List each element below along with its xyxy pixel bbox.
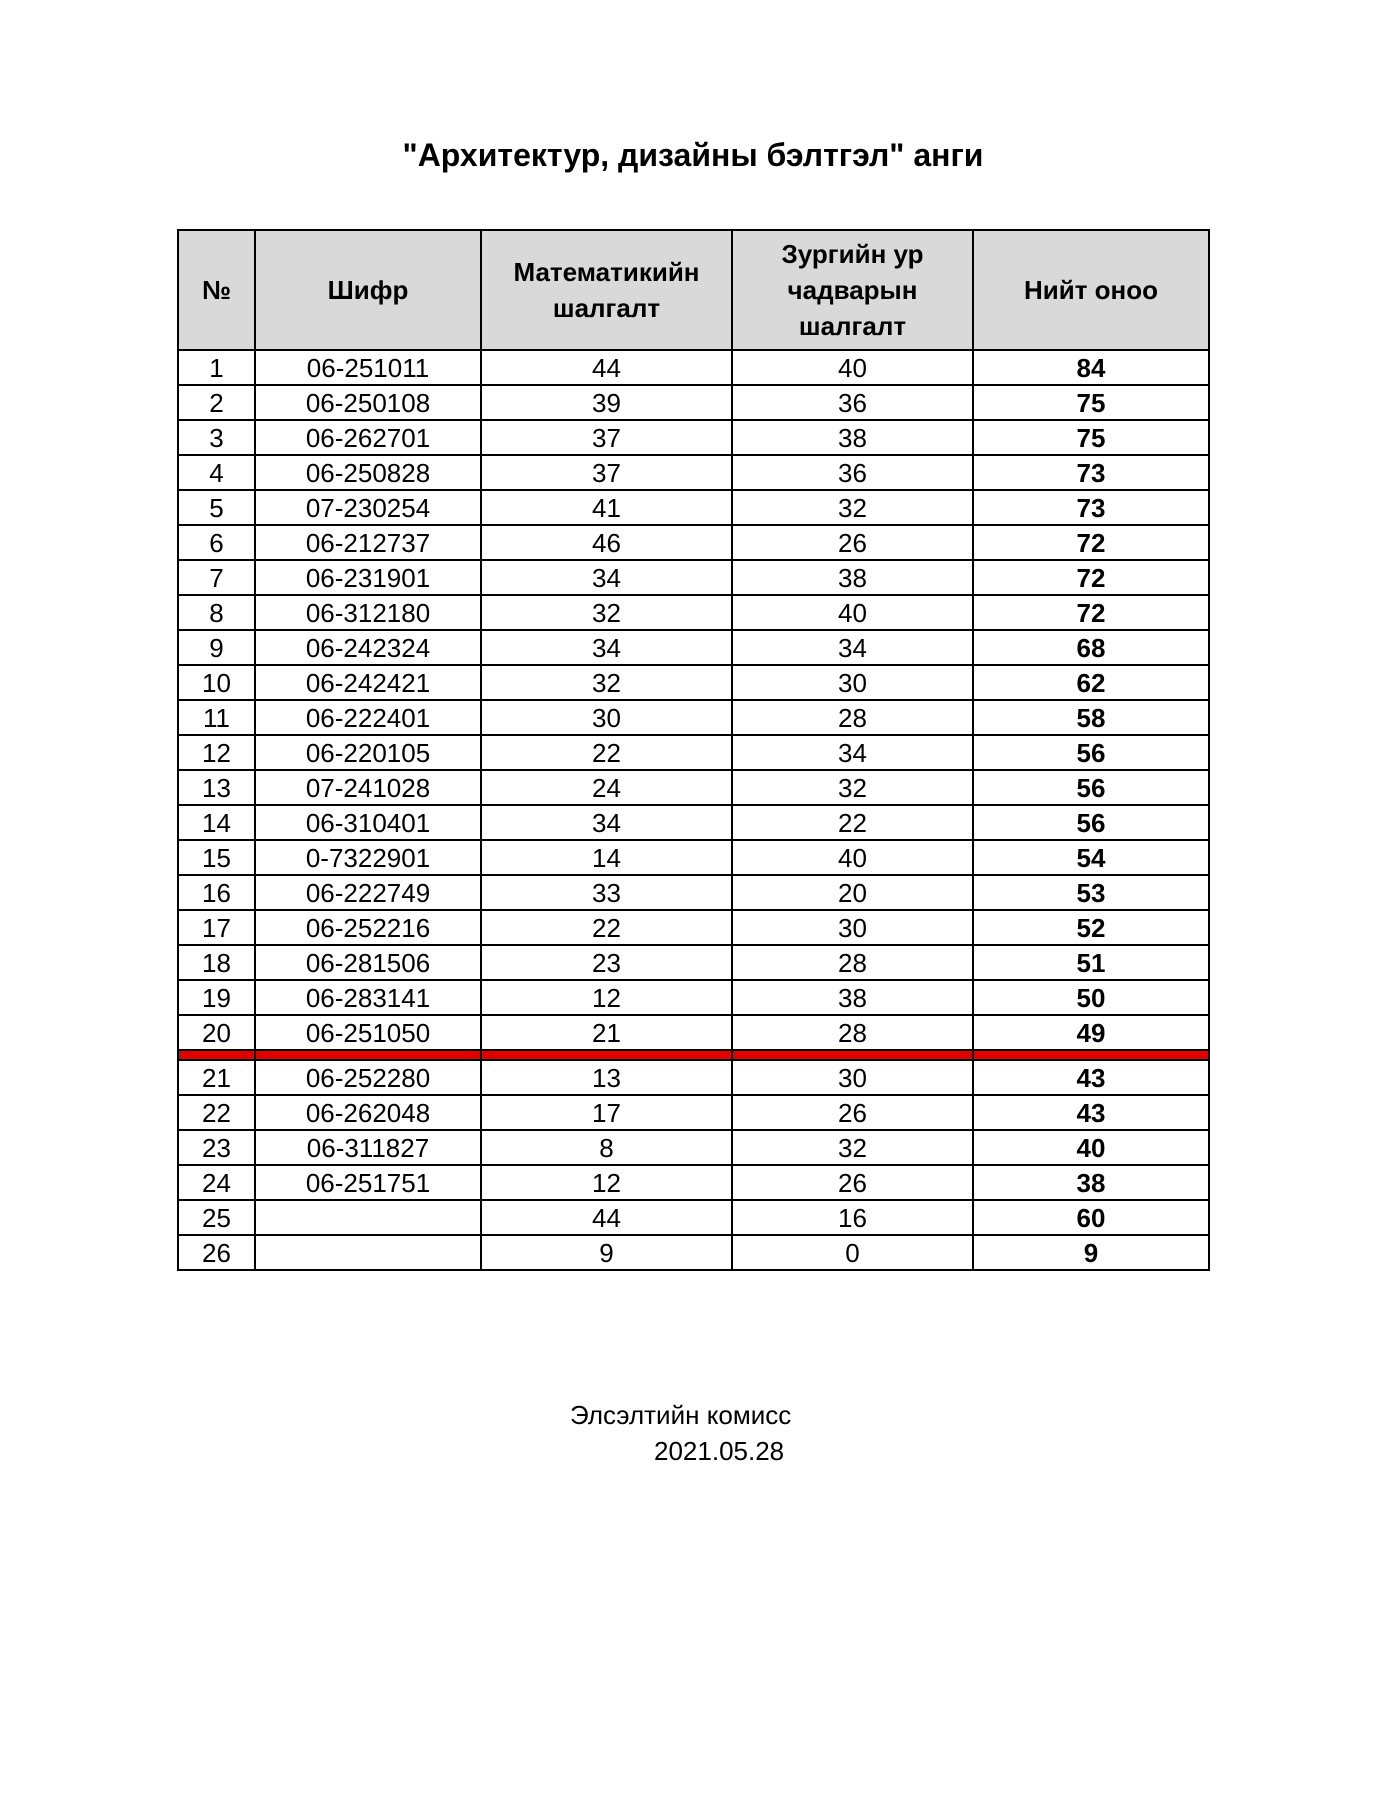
cell-no: 20 [178, 1015, 255, 1050]
cell-drawing-score: 28 [732, 1015, 973, 1050]
table-row [178, 910, 1209, 945]
cutoff-line-cell [481, 1050, 732, 1060]
cell-math-score: 17 [481, 1095, 732, 1130]
table-row [178, 805, 1209, 840]
cutoff-line-cell [973, 1050, 1209, 1060]
table-row [178, 735, 1209, 770]
cell-cipher: 06-250108 [255, 385, 481, 420]
cell-no: 4 [178, 455, 255, 490]
cell-cipher: 06-251050 [255, 1015, 481, 1050]
table-row [178, 840, 1209, 875]
cell-cipher: 07-241028 [255, 770, 481, 805]
cell-total-score: 50 [973, 980, 1209, 1015]
cell-no: 10 [178, 665, 255, 700]
cell-no: 23 [178, 1130, 255, 1165]
cell-cipher: 06-283141 [255, 980, 481, 1015]
cell-total-score: 73 [973, 490, 1209, 525]
cell-no: 1 [178, 350, 255, 385]
cell-cipher: 06-262701 [255, 420, 481, 455]
cutoff-line-cell [255, 1050, 481, 1060]
cell-total-score: 43 [973, 1060, 1209, 1095]
cell-no: 11 [178, 700, 255, 735]
cell-math-score: 9 [481, 1235, 732, 1270]
cell-math-score: 34 [481, 630, 732, 665]
cell-math-score: 46 [481, 525, 732, 560]
cell-no: 15 [178, 840, 255, 875]
cell-no: 26 [178, 1235, 255, 1270]
cell-drawing-score: 32 [732, 490, 973, 525]
cell-total-score: 60 [973, 1200, 1209, 1235]
cell-total-score: 73 [973, 455, 1209, 490]
cell-no: 5 [178, 490, 255, 525]
header-drawing-exam: Зургийн ур чадварын шалгалт [732, 230, 973, 350]
table-row [178, 980, 1209, 1015]
cell-math-score: 41 [481, 490, 732, 525]
cutoff-line-cell [732, 1050, 973, 1060]
document-title: "Архитектур, дизайны бэлтгэл" анги [402, 137, 984, 173]
table-row [178, 630, 1209, 665]
cell-cipher [255, 1235, 481, 1270]
table-row [178, 350, 1209, 385]
table-row [178, 700, 1209, 735]
table-row [178, 1165, 1209, 1200]
cell-total-score: 49 [973, 1015, 1209, 1050]
cell-math-score: 30 [481, 700, 732, 735]
table-row [178, 560, 1209, 595]
results-table [177, 229, 1210, 1271]
cell-no: 9 [178, 630, 255, 665]
cell-math-score: 22 [481, 735, 732, 770]
cell-cipher: 06-310401 [255, 805, 481, 840]
cell-no: 22 [178, 1095, 255, 1130]
cell-total-score: 51 [973, 945, 1209, 980]
cell-total-score: 53 [973, 875, 1209, 910]
header-no: № [178, 230, 255, 350]
cell-cipher [255, 1200, 481, 1235]
cell-drawing-score: 30 [732, 665, 973, 700]
cell-total-score: 62 [973, 665, 1209, 700]
cell-math-score: 32 [481, 665, 732, 700]
cell-cipher: 06-281506 [255, 945, 481, 980]
cell-cipher: 06-222749 [255, 875, 481, 910]
cell-no: 24 [178, 1165, 255, 1200]
cell-drawing-score: 40 [732, 840, 973, 875]
cell-drawing-score: 36 [732, 455, 973, 490]
cell-math-score: 24 [481, 770, 732, 805]
cell-drawing-score: 16 [732, 1200, 973, 1235]
cell-no: 6 [178, 525, 255, 560]
cell-no: 18 [178, 945, 255, 980]
cell-cipher: 06-212737 [255, 525, 481, 560]
cutoff-line-cell [178, 1050, 255, 1060]
cell-drawing-score: 32 [732, 1130, 973, 1165]
cell-total-score: 84 [973, 350, 1209, 385]
table-row [178, 525, 1209, 560]
cell-total-score: 58 [973, 700, 1209, 735]
cell-no: 13 [178, 770, 255, 805]
cell-total-score: 38 [973, 1165, 1209, 1200]
cell-no: 21 [178, 1060, 255, 1095]
cell-math-score: 12 [481, 1165, 732, 1200]
cell-drawing-score: 26 [732, 1095, 973, 1130]
cell-cipher: 06-312180 [255, 595, 481, 630]
cell-total-score: 75 [973, 420, 1209, 455]
cell-total-score: 72 [973, 525, 1209, 560]
cell-total-score: 43 [973, 1095, 1209, 1130]
cell-cipher: 06-250828 [255, 455, 481, 490]
cell-cipher: 06-242421 [255, 665, 481, 700]
cell-total-score: 72 [973, 560, 1209, 595]
cell-total-score: 9 [973, 1235, 1209, 1270]
cell-math-score: 33 [481, 875, 732, 910]
cell-drawing-score: 22 [732, 805, 973, 840]
cell-total-score: 72 [973, 595, 1209, 630]
cell-no: 25 [178, 1200, 255, 1235]
cell-no: 19 [178, 980, 255, 1015]
table-row [178, 1015, 1209, 1050]
cell-no: 2 [178, 385, 255, 420]
admission-committee-label: Элсэлтийн комисс [570, 1400, 792, 1430]
cell-math-score: 37 [481, 420, 732, 455]
cell-drawing-score: 0 [732, 1235, 973, 1270]
cell-cipher: 06-262048 [255, 1095, 481, 1130]
table-row [178, 1130, 1209, 1165]
cell-math-score: 32 [481, 595, 732, 630]
cell-cipher: 06-311827 [255, 1130, 481, 1165]
table-row [178, 490, 1209, 525]
cutoff-line [178, 1050, 1209, 1060]
cell-no: 12 [178, 735, 255, 770]
cell-cipher: 0-7322901 [255, 840, 481, 875]
cell-drawing-score: 40 [732, 595, 973, 630]
cell-drawing-score: 38 [732, 980, 973, 1015]
cell-math-score: 12 [481, 980, 732, 1015]
cell-cipher: 07-230254 [255, 490, 481, 525]
cell-math-score: 8 [481, 1130, 732, 1165]
cell-drawing-score: 34 [732, 630, 973, 665]
table-header-row [178, 230, 1209, 350]
cell-drawing-score: 28 [732, 945, 973, 980]
cell-math-score: 44 [481, 350, 732, 385]
cell-drawing-score: 36 [732, 385, 973, 420]
table-row [178, 770, 1209, 805]
cell-math-score: 14 [481, 840, 732, 875]
cell-total-score: 56 [973, 735, 1209, 770]
cell-total-score: 52 [973, 910, 1209, 945]
cell-cipher: 06-231901 [255, 560, 481, 595]
cell-total-score: 54 [973, 840, 1209, 875]
cell-no: 7 [178, 560, 255, 595]
table-body [178, 350, 1209, 1270]
cell-drawing-score: 32 [732, 770, 973, 805]
table-row [178, 945, 1209, 980]
cell-math-score: 21 [481, 1015, 732, 1050]
cell-cipher: 06-222401 [255, 700, 481, 735]
table-row [178, 385, 1209, 420]
cell-total-score: 40 [973, 1130, 1209, 1165]
cell-cipher: 06-252280 [255, 1060, 481, 1095]
table-row [178, 1235, 1209, 1270]
cell-drawing-score: 28 [732, 700, 973, 735]
cell-math-score: 37 [481, 455, 732, 490]
cell-drawing-score: 26 [732, 525, 973, 560]
cell-drawing-score: 38 [732, 420, 973, 455]
table-row [178, 1200, 1209, 1235]
table-row [178, 1095, 1209, 1130]
cell-no: 8 [178, 595, 255, 630]
cell-math-score: 23 [481, 945, 732, 980]
cell-drawing-score: 20 [732, 875, 973, 910]
cell-no: 3 [178, 420, 255, 455]
cell-no: 17 [178, 910, 255, 945]
table-row [178, 455, 1209, 490]
cell-drawing-score: 30 [732, 910, 973, 945]
table-row [178, 1060, 1209, 1095]
cell-cipher: 06-220105 [255, 735, 481, 770]
cell-drawing-score: 30 [732, 1060, 973, 1095]
cell-cipher: 06-242324 [255, 630, 481, 665]
table-row [178, 420, 1209, 455]
document-date: 2021.05.28 [654, 1436, 785, 1466]
cell-total-score: 56 [973, 805, 1209, 840]
cell-cipher: 06-251011 [255, 350, 481, 385]
cell-math-score: 13 [481, 1060, 732, 1095]
cell-total-score: 68 [973, 630, 1209, 665]
cell-math-score: 34 [481, 805, 732, 840]
cell-math-score: 44 [481, 1200, 732, 1235]
cell-math-score: 22 [481, 910, 732, 945]
cell-drawing-score: 26 [732, 1165, 973, 1200]
cell-drawing-score: 38 [732, 560, 973, 595]
table-row [178, 595, 1209, 630]
header-total-score: Нийт оноо [973, 230, 1209, 350]
cell-math-score: 34 [481, 560, 732, 595]
cell-no: 14 [178, 805, 255, 840]
cell-no: 16 [178, 875, 255, 910]
cell-drawing-score: 40 [732, 350, 973, 385]
table-row [178, 875, 1209, 910]
cell-total-score: 56 [973, 770, 1209, 805]
table-row [178, 665, 1209, 700]
cell-drawing-score: 34 [732, 735, 973, 770]
cell-cipher: 06-251751 [255, 1165, 481, 1200]
cell-cipher: 06-252216 [255, 910, 481, 945]
cell-math-score: 39 [481, 385, 732, 420]
header-math-exam: Математикийн шалгалт [481, 230, 732, 350]
header-cipher: Шифр [255, 230, 481, 350]
cell-total-score: 75 [973, 385, 1209, 420]
